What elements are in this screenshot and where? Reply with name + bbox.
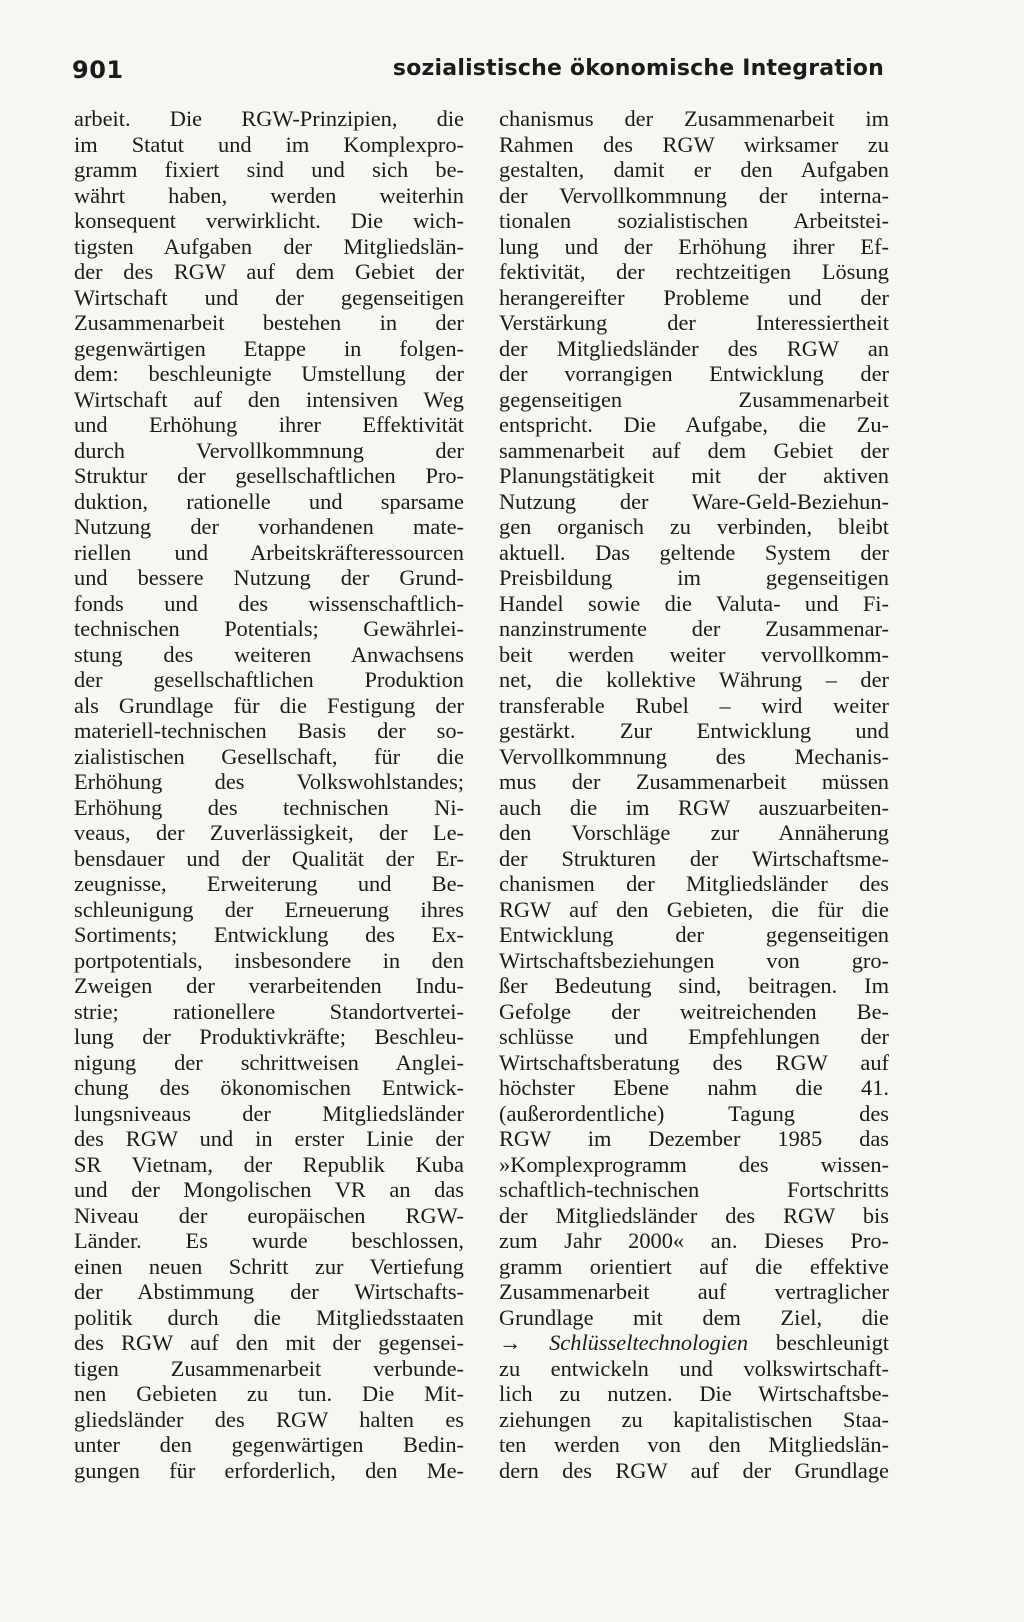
text-line: ten werden von den Mitgliedslän- — [499, 1432, 889, 1457]
text-line: veaus, der Zuverlässigkeit, der Le- — [74, 820, 464, 845]
text-line: arbeit. Die RGW-Prinzipien, die — [74, 106, 464, 131]
text-line: transferable Rubel – wird weiter — [499, 692, 889, 718]
text-line: fektivität, der rechtzeitigen Lösung — [499, 259, 889, 284]
text-line: ßer Bedeutung sind, beitragen. Im — [499, 973, 889, 998]
text-column-right — [499, 106, 889, 1483]
text-line: Wirtschaftsbeziehungen von gro- — [499, 947, 889, 973]
text-line: Rahmen des RGW wirksamer zu — [499, 131, 889, 157]
text-line: auch die im RGW auszuarbeiten- — [499, 794, 889, 820]
text-line: Zusammenarbeit auf vertraglicher — [499, 1279, 889, 1304]
text-line: schaftlich-technischen Fortschritts — [499, 1177, 889, 1202]
text-line: RGW auf den Gebieten, die für die — [499, 896, 889, 922]
text-line: der vorrangigen Entwicklung der — [499, 361, 889, 386]
text-line: beit werden weiter vervollkomm- — [499, 641, 889, 667]
text-line: Entwicklung der gegenseitigen — [499, 922, 889, 947]
page-number: 901 — [72, 56, 124, 84]
text-line: gungen für erforderlich, den Me- — [74, 1457, 464, 1483]
text-line: aktuell. Das geltende System der — [499, 539, 889, 565]
text-line: RGW im Dezember 1985 das — [499, 1126, 889, 1151]
text-line: der Vervollkommnung der interna- — [499, 182, 889, 208]
text-line: lung und der Erhöhung ihrer Ef- — [499, 233, 889, 259]
text-line: politik durch die Mitgliedsstaaten — [74, 1304, 464, 1330]
text-line: höchster Ebene nahm die 41. — [499, 1075, 889, 1100]
text-line: Nutzung der vorhandenen mate- — [74, 514, 464, 539]
text-line: Planungstätigkeit mit der aktiven — [499, 463, 889, 488]
text-line: »Komplexprogramm des wissen- — [499, 1151, 889, 1177]
text-line: chanismen der Mitgliedsländer des — [499, 871, 889, 896]
text-line: gestärkt. Zur Entwicklung und — [499, 718, 889, 743]
text-line: zeugnisse, Erweiterung und Be- — [74, 871, 464, 896]
text-line: den Vorschläge zur Annäherung — [499, 820, 889, 845]
text-line: des RGW und in erster Linie der — [74, 1126, 464, 1151]
text-line: tigen Zusammenarbeit verbunde- — [74, 1355, 464, 1381]
text-line: Erhöhung des technischen Ni- — [74, 794, 464, 820]
cross-reference-term[interactable]: Schlüsseltechnologien — [549, 1330, 749, 1355]
text-line: schleunigung der Erneuerung ihres — [74, 896, 464, 922]
text-line: im Statut und im Komplexpro- — [74, 131, 464, 157]
text-line: gegenseitigen Zusammenarbeit — [499, 386, 889, 412]
text-line: stung des weiteren Anwachsens — [74, 641, 464, 667]
text-line: dem: beschleunigte Umstellung der — [74, 361, 464, 386]
text-line: tionalen sozialistischen Arbeitstei- — [499, 208, 889, 233]
text-line: chanismus der Zusammenarbeit im — [499, 106, 889, 131]
text-line: der Abstimmung der Wirtschafts- — [74, 1279, 464, 1304]
text-line: gen organisch zu verbinden, bleibt — [499, 514, 889, 539]
text-line: lung der Produktivkräfte; Beschleu- — [74, 1024, 464, 1049]
text-line: riellen und Arbeitskräfteressourcen — [74, 539, 464, 565]
text-line: gramm orientiert auf die effektive — [499, 1253, 889, 1279]
text-line: gestalten, damit er den Aufgaben — [499, 157, 889, 182]
text-line: Zusammenarbeit bestehen in der — [74, 310, 464, 335]
text-line: und Erhöhung ihrer Effektivität — [74, 412, 464, 437]
text-line: entspricht. Die Aufgabe, die Zu- — [499, 412, 889, 437]
text-line: Handel sowie die Valuta- und Fi- — [499, 590, 889, 616]
text-line: einen neuen Schritt zur Vertiefung — [74, 1253, 464, 1279]
text-line: portpotentials, insbesondere in den — [74, 947, 464, 973]
text-line: nen Gebieten zu tun. Die Mit- — [74, 1381, 464, 1406]
text-line: als Grundlage für die Festigung der — [74, 692, 464, 718]
text-line: Sortiments; Entwicklung des Ex- — [74, 922, 464, 947]
text-fragment: beschleunigt — [775, 1330, 889, 1355]
text-line: Niveau der europäischen RGW- — [74, 1202, 464, 1228]
text-line: materiell-technischen Basis der so- — [74, 718, 464, 743]
text-line: zum Jahr 2000« an. Dieses Pro- — [499, 1228, 889, 1253]
text-line: nigung der schrittweisen Anglei- — [74, 1049, 464, 1075]
page-header — [72, 52, 884, 92]
text-line: Nutzung der Ware-Geld-Beziehun- — [499, 488, 889, 514]
text-line: ziehungen zu kapitalistischen Staa- — [499, 1406, 889, 1432]
text-line: Wirtschaft und der gegenseitigen — [74, 284, 464, 310]
text-line: der Mitgliedsländer des RGW an — [499, 335, 889, 361]
text-line: gegenwärtigen Etappe in folgen- — [74, 335, 464, 361]
text-line: strie; rationellere Standortvertei- — [74, 998, 464, 1024]
text-line: währt haben, werden weiterhin — [74, 182, 464, 208]
text-line: der Mitgliedsländer des RGW bis — [499, 1202, 889, 1228]
text-line: nanzinstrumente der Zusammenar- — [499, 616, 889, 641]
text-line: und bessere Nutzung der Grund- — [74, 565, 464, 590]
text-line: Vervollkommnung des Mechanis- — [499, 743, 889, 769]
text-line: der gesellschaftlichen Produktion — [74, 667, 464, 692]
text-line — [499, 1330, 889, 1356]
text-line: fonds und des wissenschaftlich- — [74, 590, 464, 616]
text-line: mus der Zusammenarbeit müssen — [499, 769, 889, 794]
text-line: Wirtschaft auf den intensiven Weg — [74, 386, 464, 412]
text-line: Zweigen der verarbeitenden Indu- — [74, 973, 464, 998]
text-line: des RGW auf den mit der gegensei- — [74, 1330, 464, 1355]
text-line: Preisbildung im gegenseitigen — [499, 565, 889, 590]
text-line: gramm fixiert sind und sich be- — [74, 157, 464, 182]
arrow-reference-icon: → — [499, 1330, 522, 1355]
text-line: herangereifter Probleme und der — [499, 284, 889, 310]
text-line: Struktur der gesellschaftlichen Pro- — [74, 463, 464, 488]
text-line: schlüsse und Empfehlungen der — [499, 1024, 889, 1049]
text-line: SR Vietnam, der Republik Kuba — [74, 1151, 464, 1177]
text-line: Erhöhung des Volkswohlstandes; — [74, 769, 464, 794]
text-line: Grundlage mit dem Ziel, die — [499, 1304, 889, 1330]
text-line: zialistischen Gesellschaft, für die — [74, 743, 464, 769]
text-line: dern des RGW auf der Grundlage — [499, 1457, 889, 1483]
text-line: Gefolge der weitreichenden Be- — [499, 998, 889, 1024]
text-line: sammenarbeit auf dem Gebiet der — [499, 437, 889, 463]
text-column-left — [74, 106, 464, 1483]
text-line: Länder. Es wurde beschlossen, — [74, 1228, 464, 1253]
text-line: duktion, rationelle und sparsame — [74, 488, 464, 514]
text-line: durch Vervollkommnung der — [74, 437, 464, 463]
text-line: bensdauer und der Qualität der Er- — [74, 845, 464, 871]
text-line: (außerordentliche) Tagung des — [499, 1100, 889, 1126]
text-line: lich zu nutzen. Die Wirtschaftsbe- — [499, 1381, 889, 1406]
running-title: sozialistische ökonomische Integration — [392, 56, 884, 81]
text-line: und der Mongolischen VR an das — [74, 1177, 464, 1202]
text-line: der des RGW auf dem Gebiet der — [74, 259, 464, 284]
text-line: chung des ökonomischen Entwick- — [74, 1075, 464, 1100]
text-line: Wirtschaftsberatung des RGW auf — [499, 1049, 889, 1075]
text-line: technischen Potentials; Gewährlei- — [74, 616, 464, 641]
text-line: unter den gegenwärtigen Bedin- — [74, 1432, 464, 1457]
text-line: gliedsländer des RGW halten es — [74, 1406, 464, 1432]
text-line: lungsniveaus der Mitgliedsländer — [74, 1100, 464, 1126]
text-line: der Strukturen der Wirtschaftsme- — [499, 845, 889, 871]
text-line: net, die kollektive Währung – der — [499, 667, 889, 692]
text-line: tigsten Aufgaben der Mitgliedslän- — [74, 233, 464, 259]
text-line: zu entwickeln und volkswirtschaft- — [499, 1355, 889, 1381]
text-line: Verstärkung der Interessiertheit — [499, 310, 889, 335]
text-line: konsequent verwirklicht. Die wich- — [74, 208, 464, 233]
